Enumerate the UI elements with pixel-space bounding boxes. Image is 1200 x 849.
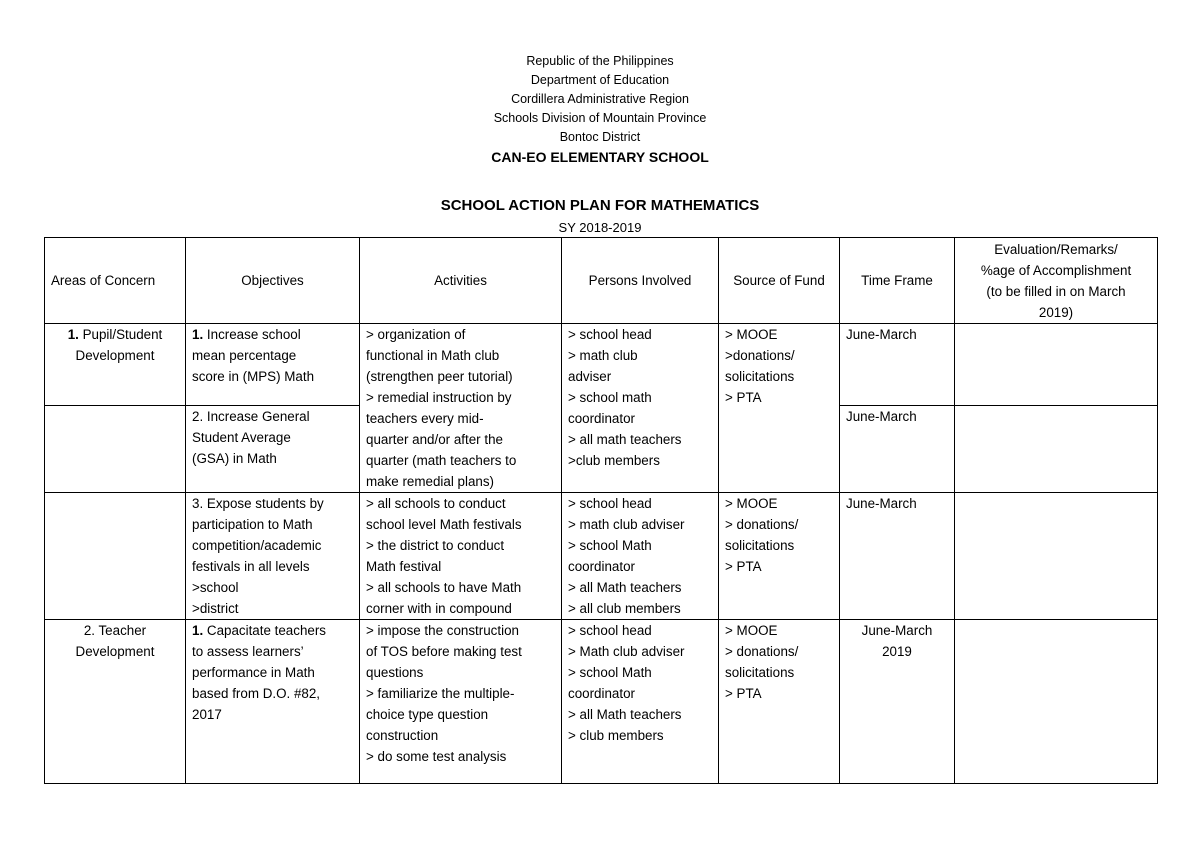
objective-line: (GSA) in Math xyxy=(192,451,277,467)
objective-line: competition/academic xyxy=(192,538,322,553)
area-label-line: Development xyxy=(75,348,155,363)
fund-cell xyxy=(719,620,840,784)
objective-line: to assess learners’ xyxy=(192,644,304,659)
activity-line: quarter and/or after the xyxy=(366,432,503,447)
table-header-row xyxy=(45,238,1158,324)
objective-line: 2017 xyxy=(192,707,222,722)
activity-line: teachers every mid- xyxy=(366,411,484,426)
activities-cell xyxy=(360,620,562,784)
person-line: > club members xyxy=(568,728,664,743)
objective-line: mean percentage xyxy=(192,348,297,363)
time-frame-cell: June-March xyxy=(840,493,955,620)
action-plan-table xyxy=(44,237,1158,784)
person-line: > school head xyxy=(568,327,652,342)
person-line: adviser xyxy=(568,369,612,384)
header-time-frame: Time Frame xyxy=(840,238,955,324)
header-objectives: Objectives xyxy=(186,238,360,324)
person-line: coordinator xyxy=(568,686,635,701)
objective-cell xyxy=(186,324,360,406)
fund-line: > PTA xyxy=(725,559,762,574)
person-line: > all Math teachers xyxy=(568,580,682,595)
person-line: > school math xyxy=(568,390,652,405)
activity-line: make remedial plans) xyxy=(366,474,495,489)
time-frame-cell: June-March xyxy=(840,406,955,493)
fund-line: solicitations xyxy=(725,538,795,553)
persons-cell xyxy=(562,620,719,784)
fund-line: > PTA xyxy=(725,390,762,405)
activity-line: school level Math festivals xyxy=(366,517,522,532)
objective-cell xyxy=(186,620,360,784)
activity-line: Math festival xyxy=(366,559,442,574)
activity-line: corner with in compound xyxy=(366,601,512,616)
area-teacher-development xyxy=(45,620,186,784)
objective-line: Capacitate teachers xyxy=(206,623,327,638)
activity-line: > remedial instruction by xyxy=(366,390,512,405)
activity-line: > impose the construction xyxy=(366,623,519,638)
activity-line: (strengthen peer tutorial) xyxy=(366,369,513,384)
activity-line: > familiarize the multiple- xyxy=(366,686,515,701)
fund-line: > MOOE xyxy=(725,327,778,342)
objective-line: Increase school xyxy=(206,327,301,342)
fund-cell xyxy=(719,324,840,493)
plan-title: SCHOOL ACTION PLAN FOR MATHEMATICS xyxy=(440,197,760,214)
objective-number: 1. xyxy=(192,623,204,638)
header-region: Cordillera Administrative Region xyxy=(511,92,689,106)
activity-line: > the district to conduct xyxy=(366,538,505,553)
header-department: Department of Education xyxy=(530,73,670,87)
person-line: > all Math teachers xyxy=(568,707,682,722)
evaluation-cell xyxy=(955,620,1158,784)
activity-line: construction xyxy=(366,728,439,743)
persons-cell xyxy=(562,493,719,620)
fund-line: >donations/ xyxy=(725,348,795,363)
person-line: > math club adviser xyxy=(568,517,685,532)
activity-line: > do some test analysis xyxy=(366,749,507,764)
objective-line: 2. Increase General xyxy=(192,409,310,425)
activity-line: > organization of xyxy=(366,327,466,342)
fund-line: > donations/ xyxy=(725,644,799,659)
persons-cell xyxy=(562,324,719,493)
fund-cell xyxy=(719,493,840,620)
area-empty-cell xyxy=(45,406,186,493)
person-line: coordinator xyxy=(568,411,635,426)
activity-line: of TOS before making test xyxy=(366,644,522,659)
school-name: CAN-EO ELEMENTARY SCHOOL xyxy=(491,149,709,165)
area-empty-cell xyxy=(45,493,186,620)
header-evaluation xyxy=(955,238,1158,324)
objective-line: >school xyxy=(192,580,239,595)
activity-line: questions xyxy=(366,665,424,680)
time-frame-cell: June-March xyxy=(840,324,955,406)
header-evaluation-line: %age of Accomplishment xyxy=(980,262,1132,278)
objective-cell xyxy=(186,493,360,620)
person-line: coordinator xyxy=(568,559,635,574)
fund-line: > MOOE xyxy=(725,623,778,638)
fund-line: > MOOE xyxy=(725,496,778,511)
activity-line: functional in Math club xyxy=(366,348,500,363)
person-line: > math club xyxy=(568,348,638,363)
objective-line: score in (MPS) Math xyxy=(192,369,315,384)
header-district: Bontoc District xyxy=(559,130,641,144)
table-row xyxy=(45,324,1158,406)
fund-line: > donations/ xyxy=(725,517,799,532)
fund-line: solicitations xyxy=(725,665,795,680)
time-frame-line: June-March xyxy=(861,623,933,638)
person-line: > school Math xyxy=(568,665,652,680)
header-division: Schools Division of Mountain Province xyxy=(493,111,707,125)
header-evaluation-line: Evaluation/Remarks/ xyxy=(994,241,1118,257)
objective-line: festivals in all levels xyxy=(192,559,310,574)
area-label-line: Development xyxy=(75,644,155,659)
person-line: >club members xyxy=(568,453,660,468)
activities-cell xyxy=(360,493,562,620)
area-label-line: 2. Teacher xyxy=(83,623,147,638)
person-line: > all math teachers xyxy=(568,432,682,447)
header-evaluation-line: (to be filled in on March xyxy=(986,283,1126,299)
person-line: > school head xyxy=(568,623,652,638)
objective-line: participation to Math xyxy=(192,517,313,532)
area-pupil-student-development xyxy=(45,324,186,406)
objective-line: performance in Math xyxy=(192,665,315,680)
objective-line: 3. Expose students by xyxy=(192,496,324,511)
person-line: > school head xyxy=(568,496,652,511)
activity-line: > all schools to have Math xyxy=(366,580,522,595)
school-year: SY 2018-2019 xyxy=(558,220,642,235)
activity-line: quarter (math teachers to xyxy=(366,453,517,468)
header-evaluation-line: 2019) xyxy=(1038,304,1074,320)
objective-number: 1. xyxy=(192,327,204,342)
evaluation-cell xyxy=(955,324,1158,406)
table-row xyxy=(45,493,1158,620)
time-frame-cell xyxy=(840,620,955,784)
time-frame-line: 2019 xyxy=(882,644,912,659)
area-label-line: Pupil/Student xyxy=(82,327,163,342)
header-source-of-fund: Source of Fund xyxy=(719,238,840,324)
header-areas-of-concern: Areas of Concern xyxy=(45,238,186,324)
evaluation-cell xyxy=(955,493,1158,620)
fund-line: > PTA xyxy=(725,686,762,701)
table-row xyxy=(45,620,1158,784)
objective-cell xyxy=(186,406,360,493)
objective-line: >district xyxy=(192,601,239,616)
activity-line: > all schools to conduct xyxy=(366,496,506,511)
activities-cell xyxy=(360,324,562,493)
header-activities: Activities xyxy=(360,238,562,324)
fund-line: solicitations xyxy=(725,369,795,384)
evaluation-cell xyxy=(955,406,1158,493)
objective-line: based from D.O. #82, xyxy=(192,686,321,701)
person-line: > school Math xyxy=(568,538,652,553)
person-line: > Math club adviser xyxy=(568,644,685,659)
area-number: 1. xyxy=(67,327,79,342)
objective-line: Student Average xyxy=(192,430,291,446)
header-republic: Republic of the Philippines xyxy=(526,54,674,68)
header-persons-involved: Persons Involved xyxy=(562,238,719,324)
activity-line: choice type question xyxy=(366,707,489,722)
person-line: > all club members xyxy=(568,601,681,616)
